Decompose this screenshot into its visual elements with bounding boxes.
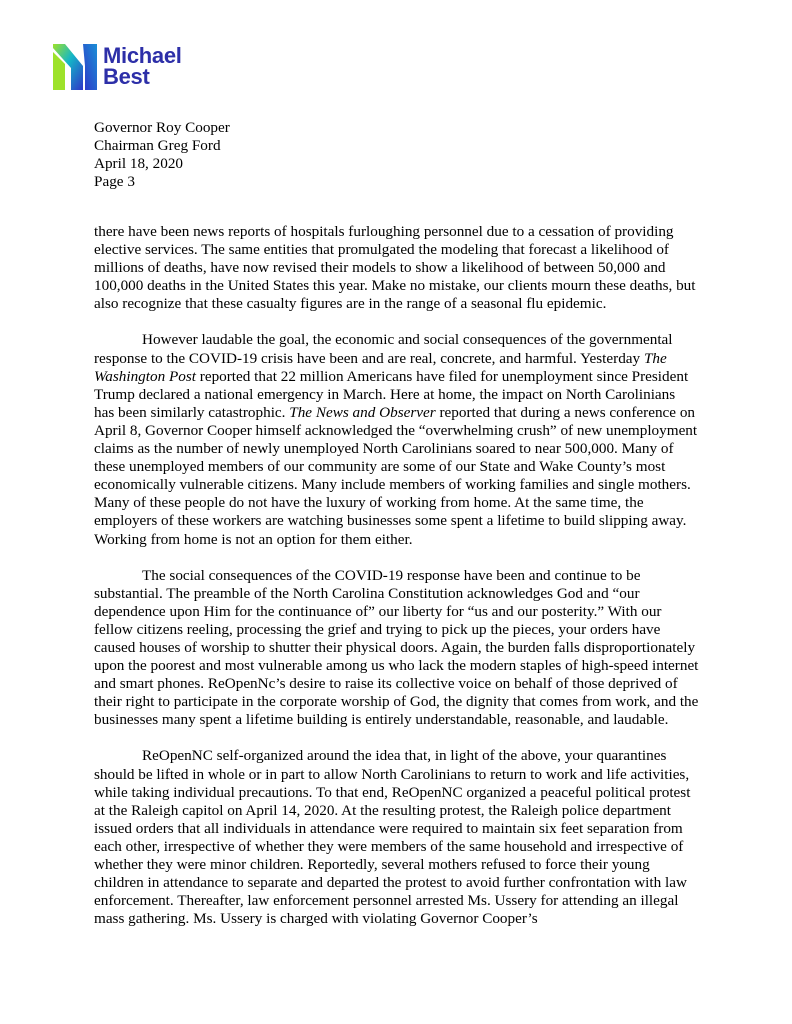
letter-date: April 18, 2020: [94, 155, 184, 172]
recipient-line-2: Chairman Greg Ford: [94, 137, 221, 154]
logo-wordmark: [103, 45, 182, 87]
paragraph-2-part-b: reported that 22 million Americans have filed for unemployment since President Trump declared a national emergency in March. Here at home, the impact on North Carolinians has been similarly catastrophic.: [94, 367, 689, 421]
paragraph-4: ReOpenNC self-organized around the idea that, in light of the above, your quarantines should be lifted in whole or in part to allow North Carolinians to return to work and life activities, while taking individual precautions. To that end, ReOpenNC organized a peaceful political protest at the Raleigh capitol on April 14, 2020. At the resulting protest, the Raleigh police department issued orders that all individuals in attendance were required to maintain six feet separation from each other, irrespective of whether they were members of the same household and irrespective of whether they were minor children. Reportedly, several mothers refused to force their young children in attendance to separate and departed the protest to avoid further confrontation with law enforcement. Thereafter, law enforcement personnel arrested Ms. Ussery for attending an illegal mass gathering. Ms. Ussery is charged with violating Governor Cooper’s: [94, 747, 691, 928]
logo-line-2: Best: [103, 64, 150, 89]
paragraph-2-part-a: However laudable the goal, the economic and social consequences of the governmental response to the COVID-19 crisis have been and are real, concrete, and harmful. Yesterday: [94, 331, 673, 367]
paragraph-2: [94, 331, 699, 548]
letter-body: [94, 223, 699, 946]
publication-news-and-observer: The News and Observer: [289, 403, 436, 421]
paragraph-2-part-c: reported that during a news conference on April 8, Governor Cooper himself acknowledged the “overwhelming crush” of new unemployment claims as the number of newly unemployed North Carolinians soared to near 500,000. Many of these unemployed members of our community are some of our State and Wake County’s most economically vulnerable citizens. Many include members of working families and single mothers. Many of these people do not have the luxury of working from home. At the same time, the employers of these workers are watching businesses some spent a lifetime to build slipping away. Working from home is not an option for them either.: [94, 403, 698, 548]
michael-best-logo-mark-icon: [53, 44, 97, 90]
publication-washington-post: The Washington Post: [94, 349, 667, 385]
address-block: [94, 119, 230, 191]
logo-line-1: Michael: [103, 43, 182, 68]
paragraph-3: The social consequences of the COVID-19 response have been and continue to be substantial. The preamble of the North Carolina Constitution acknowledges God and “our dependence upon Him for the continuance of” our liberty for “us and our posterity.” With our fellow citizens reeling, processing the grief and trying to pick up the pieces, your orders have caused houses of worship to shutter their physical doors. Again, the burden falls disproportionately upon the poorest and most vulnerable among us who lack the modern staples of high-speed internet and smart phones. ReOpenNc’s desire to raise its collective voice on behalf of those deprived of their right to participate in the corporate worship of God, the dignity that comes from work, and the businesses many spent a lifetime building is entirely understandable, reasonable, and laudable.: [94, 566, 699, 729]
paragraph-1: there have been news reports of hospitals furloughing personnel due to a cessation of providing elective services. The same entities that promulgated the modeling that forecast a likelihood of millions of deaths, have now revised their models to show a likelihood of between 50,000 and 100,000 deaths in the United States this year. Make no mistake, our clients mourn these deaths, but also recognize that these casualty figures are in the range of a seasonal flu epidemic.: [94, 223, 696, 313]
recipient-line-1: Governor Roy Cooper: [94, 119, 230, 136]
letterhead-logo: [53, 44, 213, 94]
page-number: Page 3: [94, 173, 135, 190]
